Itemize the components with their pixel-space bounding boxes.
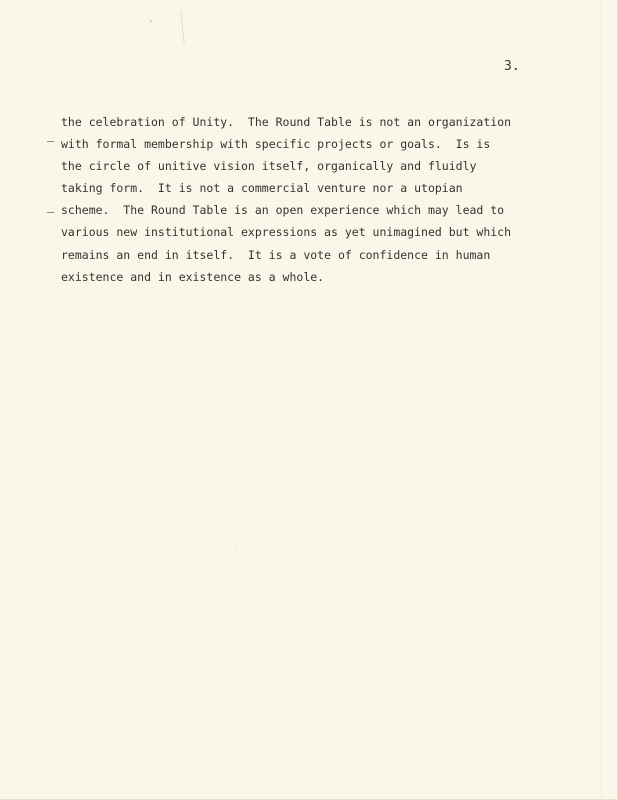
text-line: with formal membership with specific projects or goals. Is is xyxy=(61,137,491,152)
paper-speck xyxy=(150,20,152,22)
body-paragraph xyxy=(61,111,581,288)
paper-speck xyxy=(102,707,103,708)
margin-mark xyxy=(47,212,54,213)
text-line: various new institutional expressions as yet unimagined but which xyxy=(61,225,512,240)
paper-crease xyxy=(601,0,602,800)
text-line: the celebration of Unity. The Round Table is not an organization xyxy=(61,115,512,129)
page-number: 3. xyxy=(504,59,520,74)
text-line: the circle of unitive vision itself, organically and fluidly xyxy=(61,159,477,174)
text-line: taking form. It is not a commercial venture nor a utopian xyxy=(61,181,463,196)
paper-speck xyxy=(236,545,237,546)
paper-crease xyxy=(180,10,185,44)
margin-mark xyxy=(47,141,54,142)
text-line: scheme. The Round Table is an open experience which may lead to xyxy=(61,203,505,218)
text-line: existence and in existence as a whole. xyxy=(61,269,325,284)
text-line: remains an end in itself. It is a vote of confidence in human xyxy=(61,247,491,262)
